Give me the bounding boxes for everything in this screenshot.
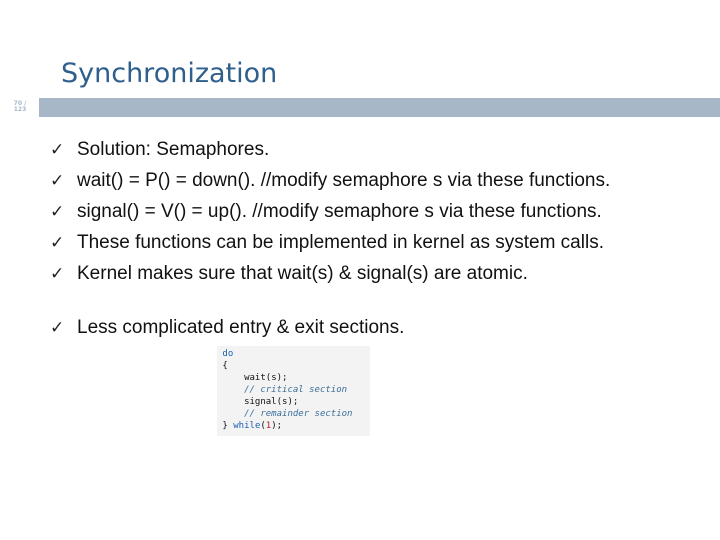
code-line: } while(1); <box>222 421 283 431</box>
checkmark-icon: ✓ <box>50 202 65 222</box>
slide-number-line1: 70 / <box>13 100 27 107</box>
title-bar <box>39 98 720 117</box>
checkmark-icon: ✓ <box>50 233 65 253</box>
checkmark-icon: ✓ <box>50 318 65 338</box>
slide-number-line2: 123 <box>13 106 27 113</box>
bullet-text: Less complicated entry & exit sections. <box>77 317 405 338</box>
checkmark-icon: ✓ <box>50 140 65 160</box>
code-line: // critical section <box>244 385 348 395</box>
slide-title: Synchronization <box>61 58 278 89</box>
bullet-text: Kernel makes sure that wait(s) & signal(s) are atomic. <box>77 263 528 284</box>
bullet-text: signal() = V() = up(). //modify semaphore s via these functions. <box>77 201 602 222</box>
checkmark-icon: ✓ <box>50 171 65 191</box>
code-line: // remainder section <box>244 409 353 419</box>
code-snippet <box>217 346 370 436</box>
code-line: { <box>222 361 228 371</box>
bullet-text: These functions can be implemented in kernel as system calls. <box>77 232 604 253</box>
code-line: signal(s); <box>244 397 299 407</box>
bullet-text: Solution: Semaphores. <box>77 139 270 160</box>
bullet-text: wait() = P() = down(). //modify semaphore s via these functions. <box>77 170 611 191</box>
slide-number <box>11 101 29 113</box>
checkmark-icon: ✓ <box>50 264 65 284</box>
code-line: wait(s); <box>244 373 288 383</box>
code-line: do <box>222 349 234 359</box>
